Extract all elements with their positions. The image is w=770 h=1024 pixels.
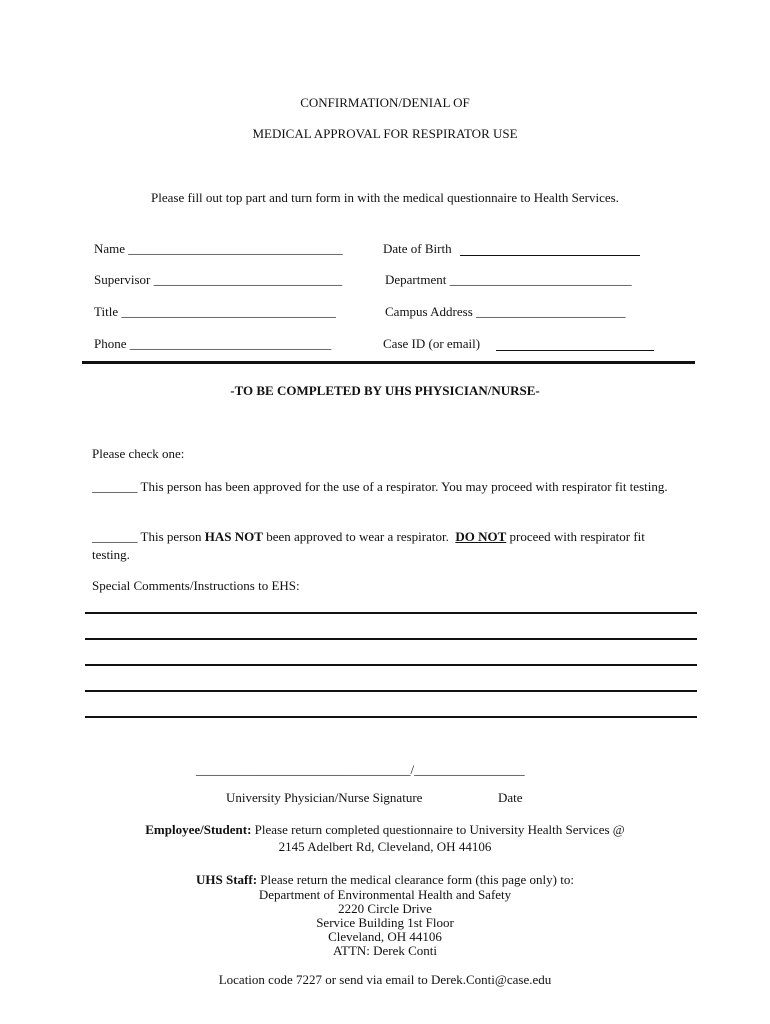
uhs-staff-label: UHS Staff:	[196, 872, 258, 887]
ehs-address-line: Department of Environmental Health and Safety	[258, 887, 512, 902]
employee-student-label: Employee/Student:	[145, 822, 252, 837]
comments-label: Special Comments/Instructions to EHS:	[92, 578, 300, 593]
approved-option	[92, 478, 682, 496]
signature-label: University Physician/Nurse Signature	[226, 790, 423, 805]
phone-field[interactable]: Phone _______________________________	[94, 336, 332, 351]
check-one-prompt: Please check one:	[92, 446, 185, 461]
denied-text-post: proceed with respirator fit testing.	[92, 529, 645, 562]
denied-checkbox[interactable]: _______	[92, 529, 138, 544]
denied-text-mid: been approved to wear a respirator.	[266, 529, 449, 544]
form-title-line-1: CONFIRMATION/DENIAL OF	[300, 95, 470, 110]
department-field[interactable]: Department ____________________________	[385, 272, 632, 287]
case-id-field[interactable]	[496, 350, 654, 351]
case-id-label: Case ID (or email)	[383, 336, 481, 351]
physician-section-heading: -TO BE COMPLETED BY UHS PHYSICIAN/NURSE-	[230, 383, 540, 398]
employee-return-text: Please return completed questionnaire to University Health Services @	[254, 822, 625, 837]
approved-checkbox[interactable]: _______	[92, 479, 138, 494]
ehs-address-line: ATTN: Derek Conti	[333, 943, 437, 958]
ehs-address-line: 2220 Circle Drive	[338, 901, 432, 916]
comment-line[interactable]	[85, 716, 697, 718]
ehs-address-line: Cleveland, OH 44106	[328, 929, 442, 944]
form-instruction: Please fill out top part and turn form in with the medical questionnaire to Health Services.	[151, 190, 619, 205]
form-title-line-2: MEDICAL APPROVAL FOR RESPIRATOR USE	[252, 126, 518, 141]
ehs-address-line: Service Building 1st Floor	[316, 915, 454, 930]
campus-address-field[interactable]: Campus Address _______________________	[385, 304, 626, 319]
staff-return-text: Please return the medical clearance form (this page only) to:	[260, 872, 574, 887]
denied-option	[92, 528, 682, 564]
denied-has-not: HAS NOT	[204, 529, 263, 544]
supervisor-field[interactable]: Supervisor _____________________________	[94, 272, 343, 287]
comment-line[interactable]	[85, 612, 697, 614]
denied-do-not: DO NOT	[455, 529, 507, 544]
name-field[interactable]: Name _________________________________	[94, 241, 343, 256]
employee-return-address: 2145 Adelbert Rd, Cleveland, OH 44106	[278, 839, 492, 854]
comment-line[interactable]	[85, 690, 697, 692]
title-field[interactable]: Title _________________________________	[94, 304, 336, 319]
comment-line[interactable]	[85, 638, 697, 640]
section-divider	[82, 361, 695, 364]
date-of-birth-field[interactable]	[460, 255, 640, 256]
staff-return-line	[0, 872, 770, 888]
date-of-birth-label: Date of Birth	[383, 241, 452, 256]
employee-return-line-1	[0, 822, 770, 838]
location-note: Location code 7227 or send via email to Derek.Conti@case.edu	[218, 972, 552, 987]
denied-text-pre: This person	[140, 529, 202, 544]
signature-date-line[interactable]: _________________________________/_________________	[196, 762, 525, 777]
approved-text: This person has been approved for the use of a respirator. You may proceed with respirator fit testing.	[140, 479, 668, 494]
date-label: Date	[498, 790, 523, 805]
comment-line[interactable]	[85, 664, 697, 666]
